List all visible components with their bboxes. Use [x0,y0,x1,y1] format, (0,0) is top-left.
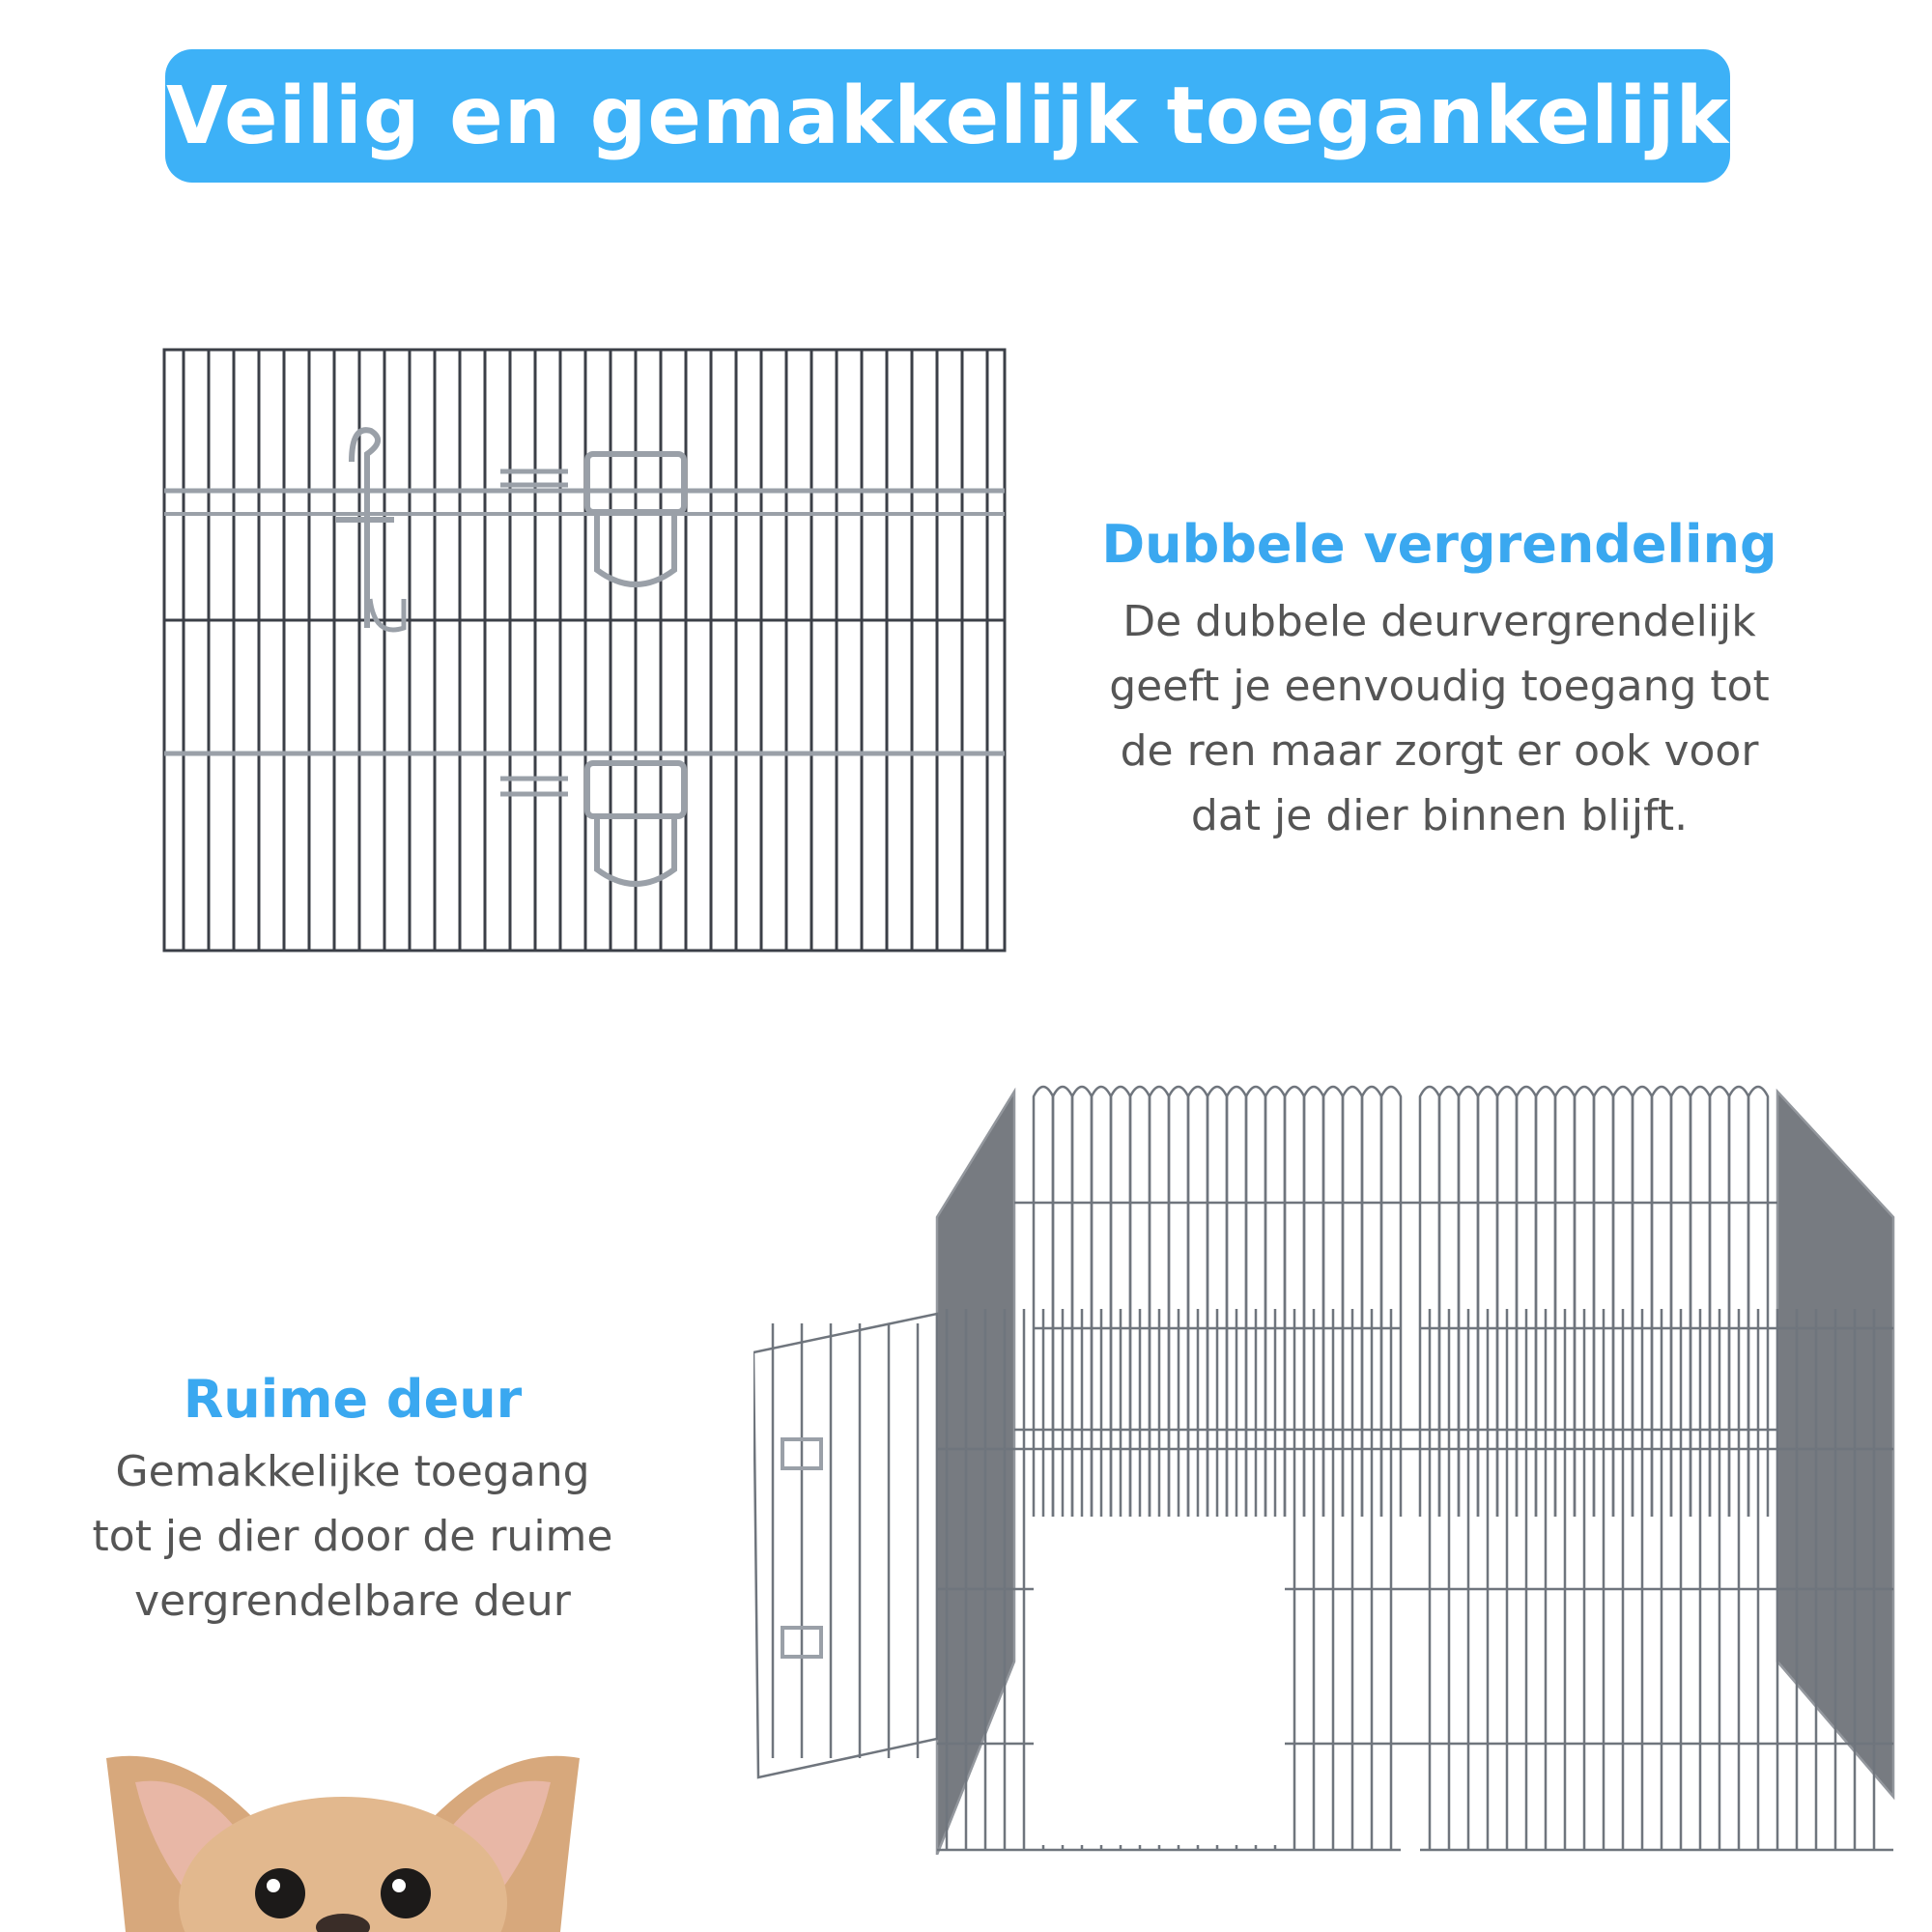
feature-door-line: tot je dier door de ruime [92,1512,613,1561]
chihuahua-image [97,1739,599,1932]
feature-body-door [0,1439,705,1634]
feature-body-lock [1053,589,1826,848]
feature-lock-line: de ren maar zorgt er ook voor [1120,726,1759,776]
banner-title: Veilig en gemakkelijk toegankelijk [165,70,1730,162]
feature-lock-line: dat je dier binnen blijft. [1190,791,1689,840]
feature-heading-lock: Dubbele vergrendeling [1101,514,1777,575]
latch-closeup-image [162,348,1012,966]
feature-door-line: vergrendelbare deur [134,1577,571,1626]
feature-heading-door: Ruime deur [183,1369,523,1430]
playpen-image [753,1063,1922,1855]
title-banner [165,49,1730,183]
feature-lock-line: De dubbele deurvergrendelijk [1122,597,1756,646]
feature-door-line: Gemakkelijke toegang [115,1447,590,1496]
feature-lock-line: geeft je eenvoudig toegang tot [1109,662,1770,711]
